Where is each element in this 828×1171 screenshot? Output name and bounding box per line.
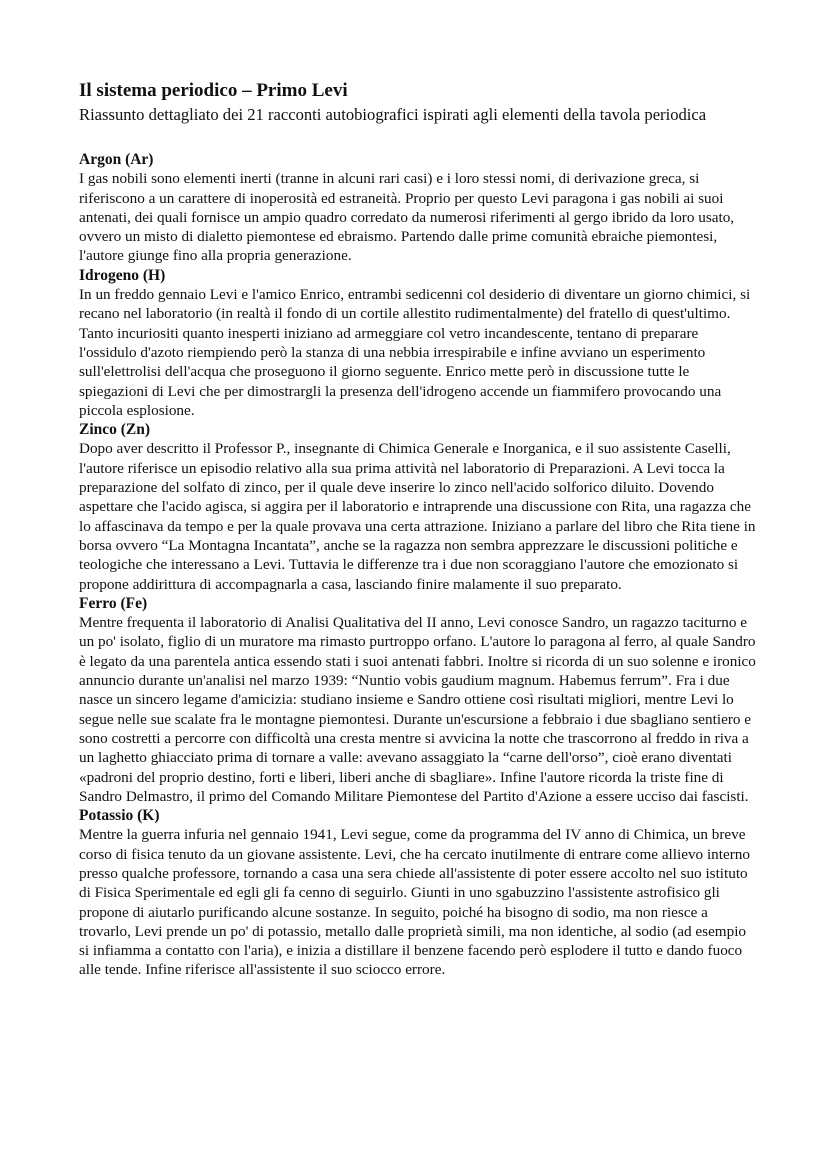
section-body: In un freddo gennaio Levi e l'amico Enrico, entrambi sedicenni col desiderio di diventare un giorno chimici, si recano nel laboratorio (in realtà il fondo di un cortile allestito rudimentalmente) del fratello di quest'ultimo. Tanto incuriositi quanto inesperti iniziano ad armeggiare col vetro incandescente, tentano di preparare l'ossidulo d'azoto riempiendo però la stanza di una nebbia irrespirabile e infine avviano un esperimento sull'elettrolisi dell'acqua che proseguono il giorno seguente. Enrico mette però in discussione tutte le spiegazioni di Levi che per dimostrargli la presenza dell'idrogeno accende un fiammifero provocando una piccola esplosione. xyxy=(79,286,751,419)
section-body: I gas nobili sono elementi inerti (tranne in alcuni rari casi) e i loro stessi nomi, di derivazione greca, si riferiscono a un carattere di inoperosità ed estraneità. Proprio per questo Levi paragona i gas nobili ai suoi antenati, dei quali fornisce un ampio quadro corredato da numerosi riferimenti al gergo ibrido da loro usato, ovvero un misto di dialetto piemontese ed ebraismo. Partendo dalle prime comunità ebraiche piemontesi, l'autore giunge fino alla propria generazione. xyxy=(79,170,735,265)
sections-list xyxy=(79,150,759,980)
section-heading: Zinco (Zn) xyxy=(79,421,151,439)
section-body: Mentre la guerra infuria nel gennaio 1941, Levi segue, come da programma del IV anno di Chimica, un breve corso di fisica tenuto da un giovane assistente. Levi, che ha cercato inutilmente di entrare come allievo interno presso qualche professore, tornando a casa una sera chiede all'assistente di poter essere accolto nel suo istituto di Fisica Sperimentale ed egli gli fa cenno di seguirlo. Giunti in uno sgabuzzino l'assistente astrofisico gli propone di aiutarlo purificando alcune sostanze. In seguito, poiché ha bisogno di sodio, ma non riesce a trovarlo, Levi prende un po' di potassio, metallo dalle proprietà simili, ma non identiche, al sodio (ad esempio si infiamma a contatto con l'aria), e inizia a distillare il benzene facendo però esplodere il tutto e dando fuoco alle tende. Infine riferisce all'assistente il suo sciocco errore. xyxy=(79,826,750,979)
section-body: Mentre frequenta il laboratorio di Analisi Qualitativa del II anno, Levi conosce Sandro, un ragazzo taciturno e un po' isolato, figlio di un muratore ma rimasto purtroppo orfano. L'autore lo paragona al ferro, al quale Sandro è legato da una parentela antica essendo stati i suoi antenati fabbri. Inoltre si ricorda di un suo solenne e ironico annuncio durante un'analisi nel marzo 1939: “Nuntio vobis gaudium magnum. Habemus ferrum”. Fra i due nasce un sincero legame d'amicizia: studiano insieme e Sandro ottiene così risultati migliori, mentre Levi lo segue nelle sue scalate fra le montagne piemontesi. Durante un'escursione a febbraio i due sbagliano sentiero e sono costretti a percorre con difficoltà una cresta mentre si avvicina la notte che trascorrono al freddo in riva a un laghetto ghiacciato prima di tornare a valle: avevano assaggiato la “carne dell'orso”, cioè erano diventati «padroni del proprio destino, forti e liberi, liberi anche di sbagliare». Infine l'autore ricorda la triste fine di Sandro Delmastro, il primo del Comando Militare Piemontese del Partito d'Azione a essere ucciso dai fascisti. xyxy=(79,614,756,805)
section-ferro xyxy=(79,594,759,806)
document-subtitle: Riassunto dettagliato dei 21 racconti autobiografici ispirati agli elementi della tavola periodica xyxy=(79,105,707,124)
section-heading: Ferro (Fe) xyxy=(79,594,148,612)
document-title: Il sistema periodico – Primo Levi xyxy=(79,80,348,101)
section-heading: Idrogeno (H) xyxy=(79,266,166,284)
section-heading: Argon (Ar) xyxy=(79,151,154,168)
section-argon xyxy=(79,150,759,266)
section-idrogeno xyxy=(79,266,759,420)
document-page xyxy=(79,80,759,980)
section-body: Dopo aver descritto il Professor P., insegnante di Chimica Generale e Inorganica, e il suo assistente Caselli, l'autore riferisce un episodio relativo alla sua prima attività nel laboratorio di Preparazioni. A Levi tocca la preparazione del solfato di zinco, per il quale deve inserire lo zinco nell'acido solforico diluito. Dovendo aspettare che l'acido agisca, si aggira per il laboratorio e intraprende una discussione con Rita, una ragazza che lo affascinava da tempo e per la quale provava una certa attrazione. Iniziano a parlare del libro che Rita tiene in borsa ovvero “La Montagna Incantata”, anche se la ragazza non sembra apprezzare le discussioni politiche e teologiche che interessano a Levi. Tuttavia le differenze tra i due non scoraggiano l'autore che emozionato si propone addirittura di accompagnarla a casa, lasciando finire malamente il suo preparato. xyxy=(79,440,756,593)
section-zinco xyxy=(79,420,759,594)
section-heading: Potassio (K) xyxy=(79,807,160,825)
section-potassio xyxy=(79,806,759,980)
